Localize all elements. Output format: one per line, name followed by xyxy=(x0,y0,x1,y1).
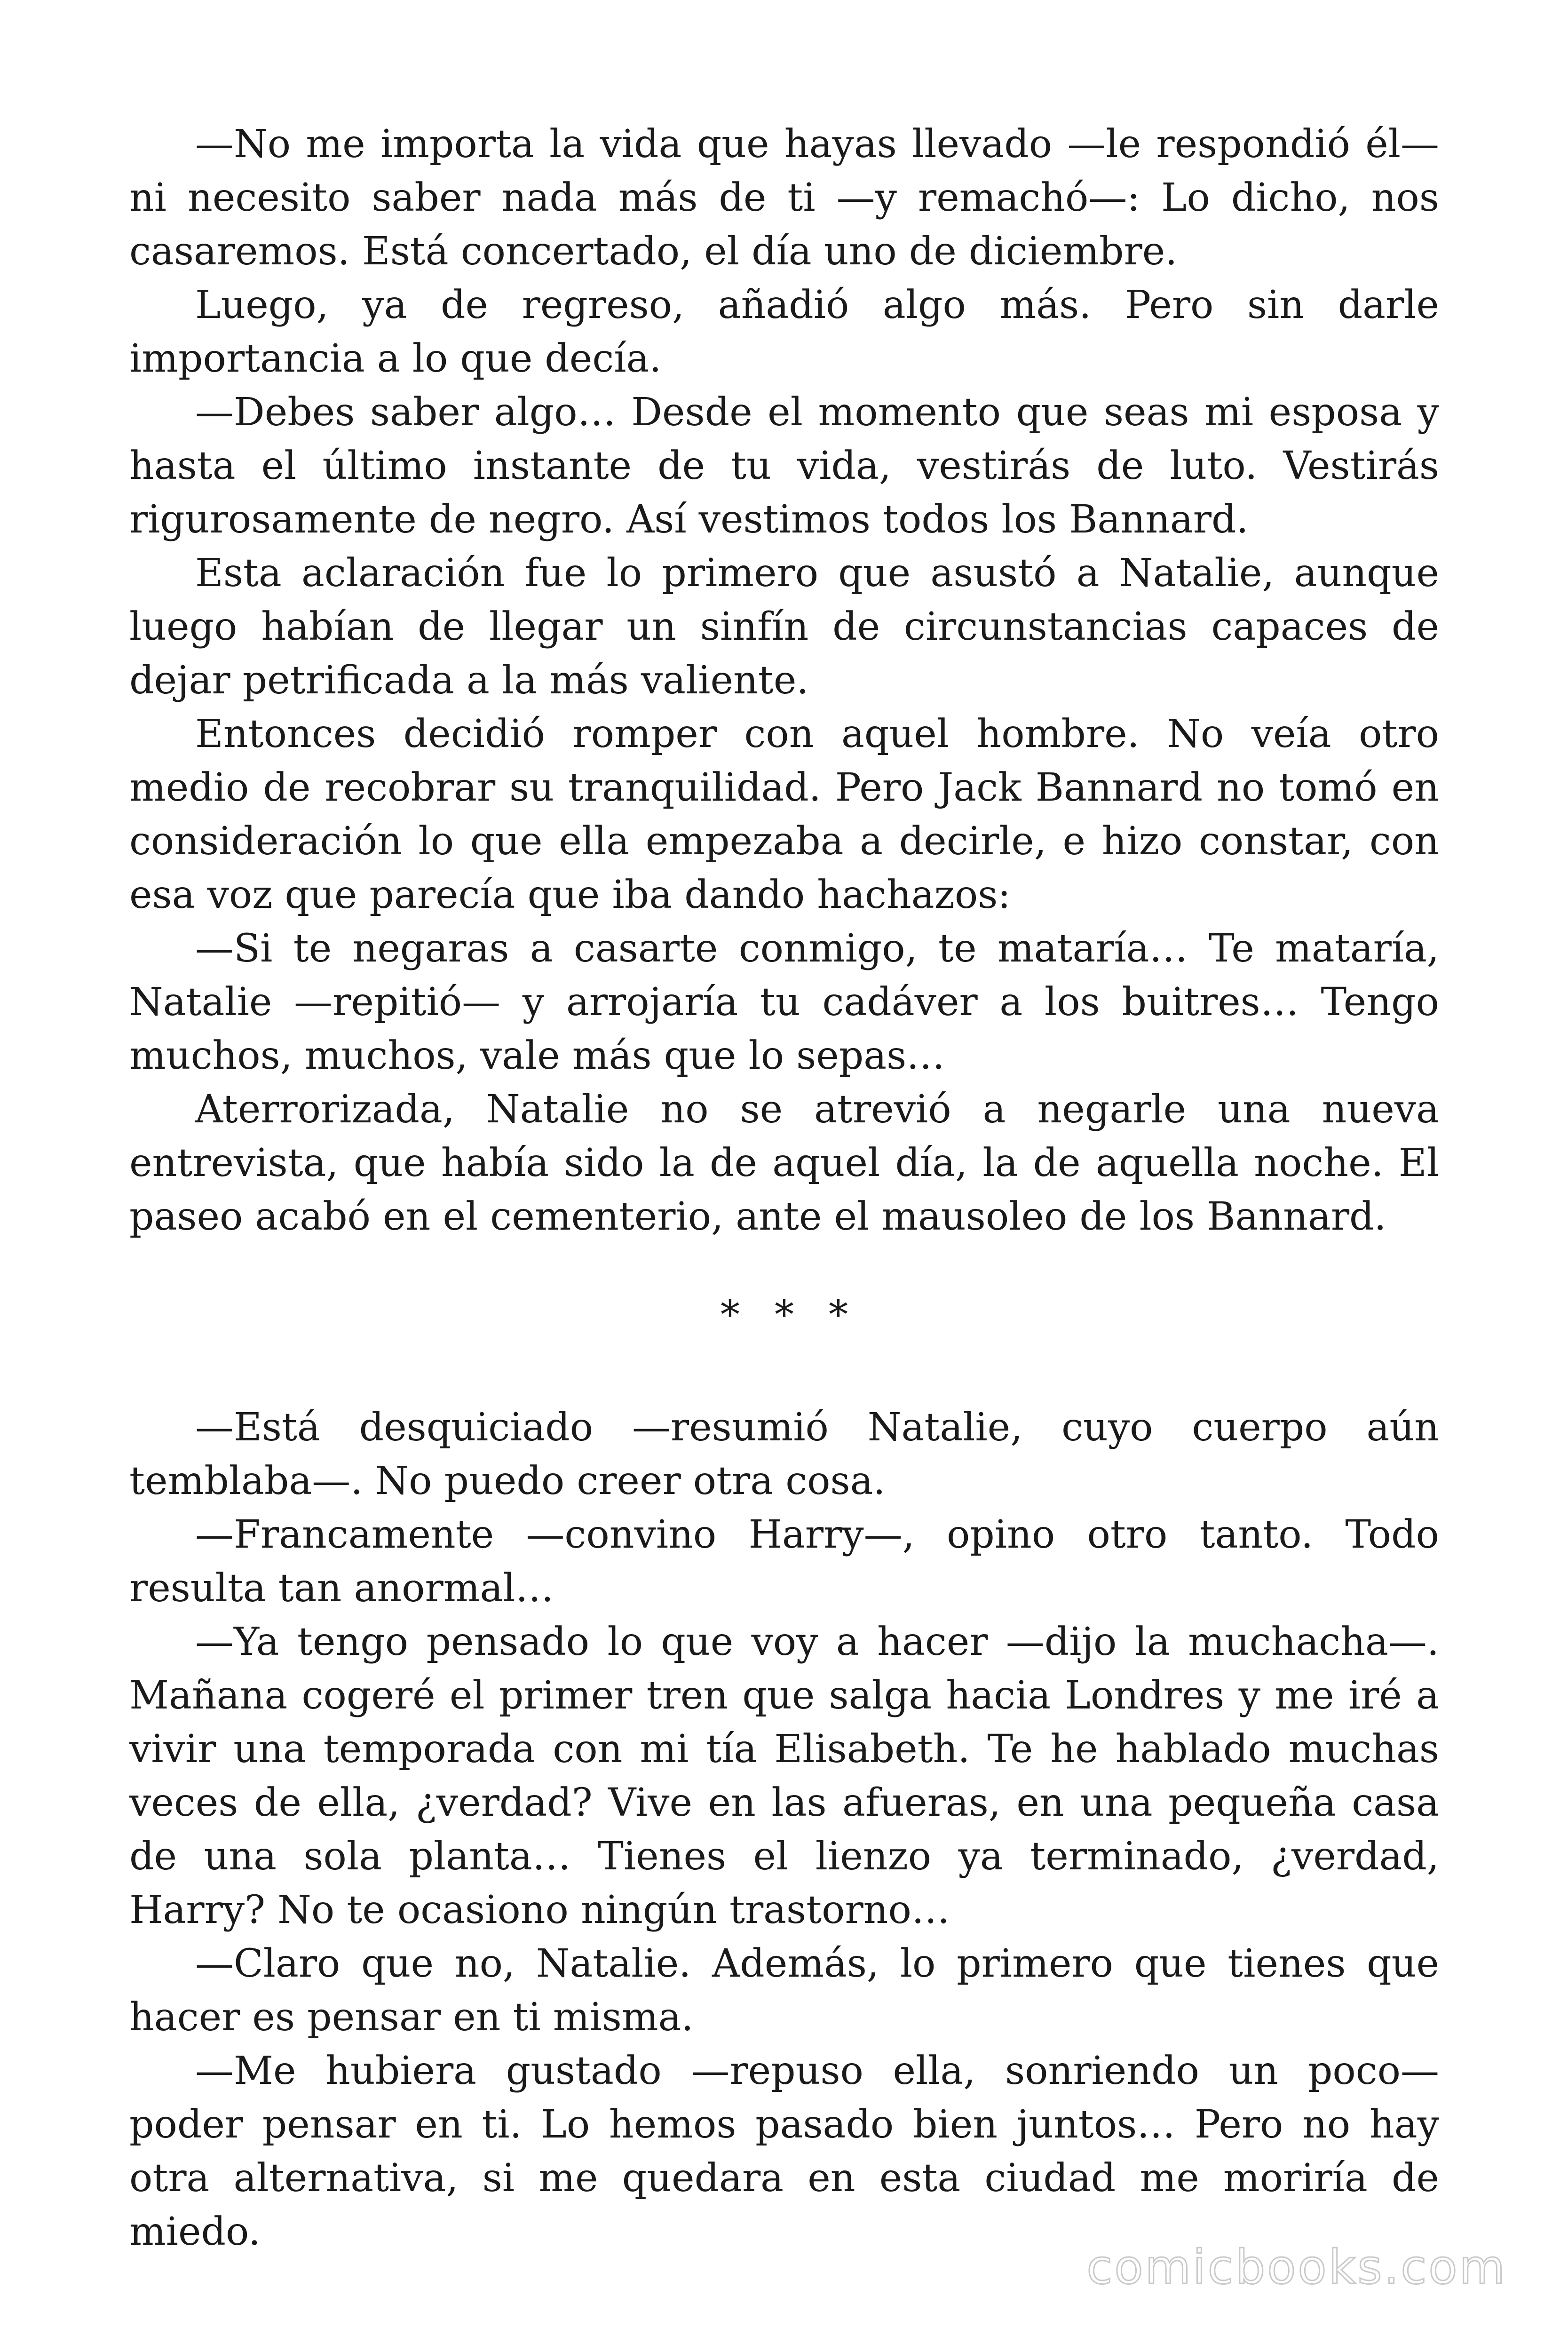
scene-break: * * * xyxy=(720,1293,860,1337)
paragraph: Aterrorizada, Natalie no se atrevió a negarle una nueva entrevista, que había sido la de aquel día, la de aquella noche. El paseo acabó en el cementerio, ante el mausoleo de los Bannard. xyxy=(129,1087,1439,1239)
watermark: comicbooks.com xyxy=(1086,2240,1507,2295)
paragraph: —Me hubiera gustado —repuso ella, sonriendo un poco— poder pensar en ti. Lo hemos pasado bien juntos… Pero no hay otra alternativa, si me quedara en esta ciudad me moriría de miedo. xyxy=(129,2049,1439,2254)
paragraph: —Si te negaras a casarte conmigo, te mataría… Te mataría, Natalie —repitió— y arrojaría tu cadáver a los buitres… Tengo muchos, muchos, vale más que lo sepas… xyxy=(129,926,1439,1078)
book-page xyxy=(129,118,1439,2259)
paragraph: —Está desquiciado —resumió Natalie, cuyo cuerpo aún temblaba—. No puedo creer otra cosa. xyxy=(129,1405,1439,1503)
paragraph: —Francamente —convino Harry—, opino otro tanto. Todo resulta tan anormal… xyxy=(129,1512,1439,1611)
paragraph: Luego, ya de regreso, añadió algo más. Pero sin darle importancia a lo que decía. xyxy=(129,283,1439,381)
paragraph: —Debes saber algo… Desde el momento que seas mi esposa y hasta el último instante de tu vida, vestirás de luto. Vestirás rigurosamente de negro. Así vestimos todos los Bannard. xyxy=(129,390,1439,542)
paragraph: —Claro que no, Natalie. Además, lo primero que tienes que hacer es pensar en ti misma. xyxy=(129,1941,1439,2040)
paragraph: —No me importa la vida que hayas llevado —le respondió él— ni necesito saber nada más de ti —y remachó—: Lo dicho, nos casaremos. Está concertado, el día uno de diciembre. xyxy=(129,122,1439,274)
paragraph: Esta aclaración fue lo primero que asustó a Natalie, aunque luego habían de llegar un sinfín de circunstancias capaces de dejar petrificada a la más valiente. xyxy=(129,551,1439,703)
paragraph: —Ya tengo pensado lo que voy a hacer —dijo la muchacha—. Mañana cogeré el primer tren que salga hacia Londres y me iré a vivir una temporada con mi tía Elisabeth. Te he hablado muchas veces de ella, ¿verdad? Vive en las afueras, en una pequeña casa de una sola planta… Tienes el lienzo ya terminado, ¿verdad, Harry? No te ocasiono ningún trastorno… xyxy=(129,1620,1439,1932)
paragraph: Entonces decidió romper con aquel hombre. No veía otro medio de recobrar su tranquilidad. Pero Jack Bannard no tomó en consideración lo que ella empezaba a decirle, e hizo constar, con esa voz que parecía que iba dando hachazos: xyxy=(129,712,1439,917)
